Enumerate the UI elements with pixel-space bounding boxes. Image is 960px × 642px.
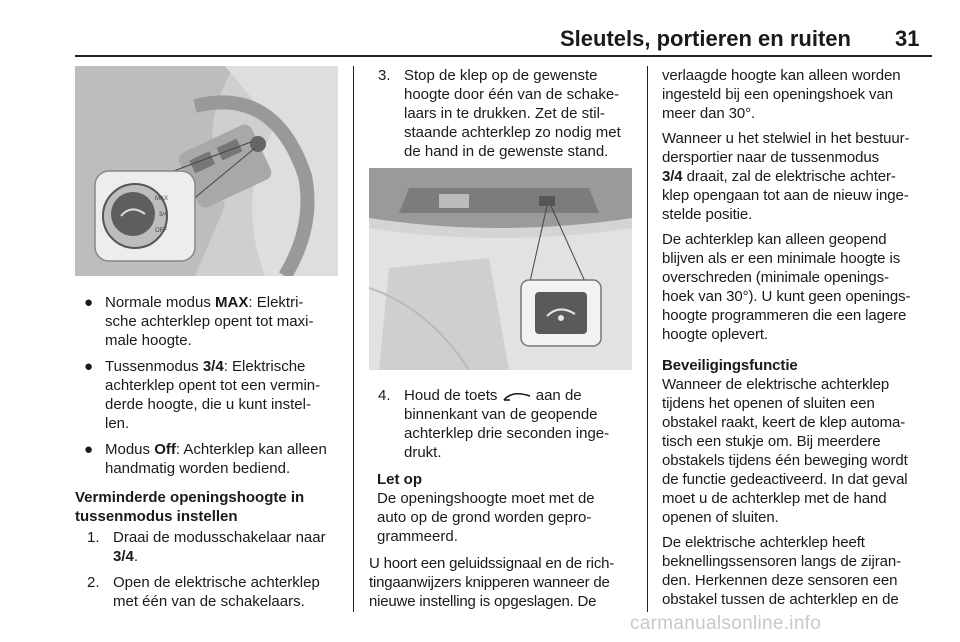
bullet-dot: ● <box>84 358 94 375</box>
bullet-lead: Modus <box>105 441 155 458</box>
step-item <box>87 573 345 611</box>
bullet-text: : Elektrische achterklep opent tot een vermin- derde hoogte, die u kunt instel- len. <box>105 358 321 432</box>
mode-key: 3/4 <box>113 548 134 565</box>
bullet-text: : Elektri- sche achterklep opent tot maxi- male hoogte. <box>105 294 314 349</box>
paragraph: U hoort een geluidssignaal en de rich- tingaanwijzers knipperen wanneer de nieuwe instelling is opgeslagen. De <box>369 555 615 610</box>
mode-key: 3/4 <box>202 358 224 375</box>
column-divider-2 <box>647 66 648 612</box>
tailgate-icon <box>502 390 532 402</box>
tailgate-button-illustration <box>369 168 632 370</box>
step-number: 4. <box>378 387 391 404</box>
step-item <box>378 66 638 161</box>
step-number: 2. <box>87 574 100 591</box>
mode-key: 3/4 <box>662 168 683 185</box>
bullet-dot: ● <box>84 441 94 458</box>
bullet-lead: Tussenmodus <box>105 358 203 375</box>
paragraph: De elektrische achterklep heeft beknellingssensoren langs de zijran- den. Herkennen deze sensoren een obstakel tussen de achterklep en de <box>662 534 902 608</box>
step-text-end: aan de binnenkant van de geopende achterklep drie seconden inge- drukt. <box>404 387 610 461</box>
page-header-title: Sleutels, portieren en ruiten <box>560 26 851 51</box>
header-rule <box>75 55 932 57</box>
column-2-lower <box>370 386 638 617</box>
step-text-end: . <box>133 548 139 565</box>
bullet-text: : Achterklep kan alleen handmatig worden bediend. <box>105 441 327 477</box>
column-2 <box>370 66 638 168</box>
paragraph: Wanneer de elektrische achterklep tijdens het openen of sluiten een obstakel raakt, keert de klep automa- tisch een stukje om. Bij meerdere obstakels tijdens één beweging wordt de functie gedeactiveerd. In dat geval moet u de achterklep met de hand openen of sluiten. <box>662 376 908 526</box>
column-divider-1 <box>353 66 354 612</box>
step-item <box>87 528 345 566</box>
bullet-item <box>75 440 345 478</box>
step-text: Draai de modusschakelaar naar <box>113 529 326 546</box>
bullet-item <box>75 357 345 433</box>
step-number: 3. <box>378 67 391 84</box>
paragraph: De achterklep kan alleen geopend blijven als er een minimale hoogte is overschreden (minimale openings- hoek van 30°). U kunt geen openings- hoogte programmeren die een lagere hoogte oplevert. <box>662 231 911 343</box>
step-item <box>378 386 638 462</box>
note-title: Let op <box>377 471 422 488</box>
paragraph-text: Wanneer u het stelwiel in het bestuur- dersportier naar de tussenmodus <box>662 130 910 166</box>
paragraph: verlaagde hoogte kan alleen worden ingesteld bij een openingshoek van meer dan 30°. <box>662 67 901 122</box>
bullet-item <box>75 293 345 350</box>
bullet-dot: ● <box>84 294 94 311</box>
column-3 <box>662 66 952 615</box>
section-heading: Beveiligingsfunctie <box>662 357 798 374</box>
door-switch-illustration <box>75 66 338 276</box>
step-text: Stop de klep op de gewenste hoogte door één van de schake- laars in te drukken. Zet de stil- staande achterklep zo nodig met de hand in de gewenste stand. <box>404 67 621 160</box>
paragraph-text-end: draait, zal de elektrische achter- klep opengaan tot aan de nieuw inge- stelde positie. <box>662 168 909 223</box>
mode-key: Off <box>154 441 176 458</box>
step-number: 1. <box>87 529 100 546</box>
step-text: Open de elektrische achterklep met één van de schakelaars. <box>113 574 320 610</box>
step-text: Houd de toets <box>404 387 502 404</box>
mode-key: MAX <box>215 294 249 311</box>
bullet-lead: Normale modus <box>105 294 216 311</box>
paragraph <box>662 129 952 224</box>
column-1 <box>75 293 345 618</box>
svg-text:MAX: MAX <box>155 196 169 202</box>
section-heading: Verminderde openingshoogte in tussenmodus instellen <box>75 489 305 525</box>
svg-text:3/4: 3/4 <box>159 212 168 218</box>
watermark: carmanualsonline.info <box>630 613 822 634</box>
page-number: 31 <box>895 26 920 51</box>
note-text: De openingshoogte moet met de auto op de grond worden gepro- grammeerd. <box>377 490 595 545</box>
svg-text:OFF: OFF <box>155 228 167 234</box>
